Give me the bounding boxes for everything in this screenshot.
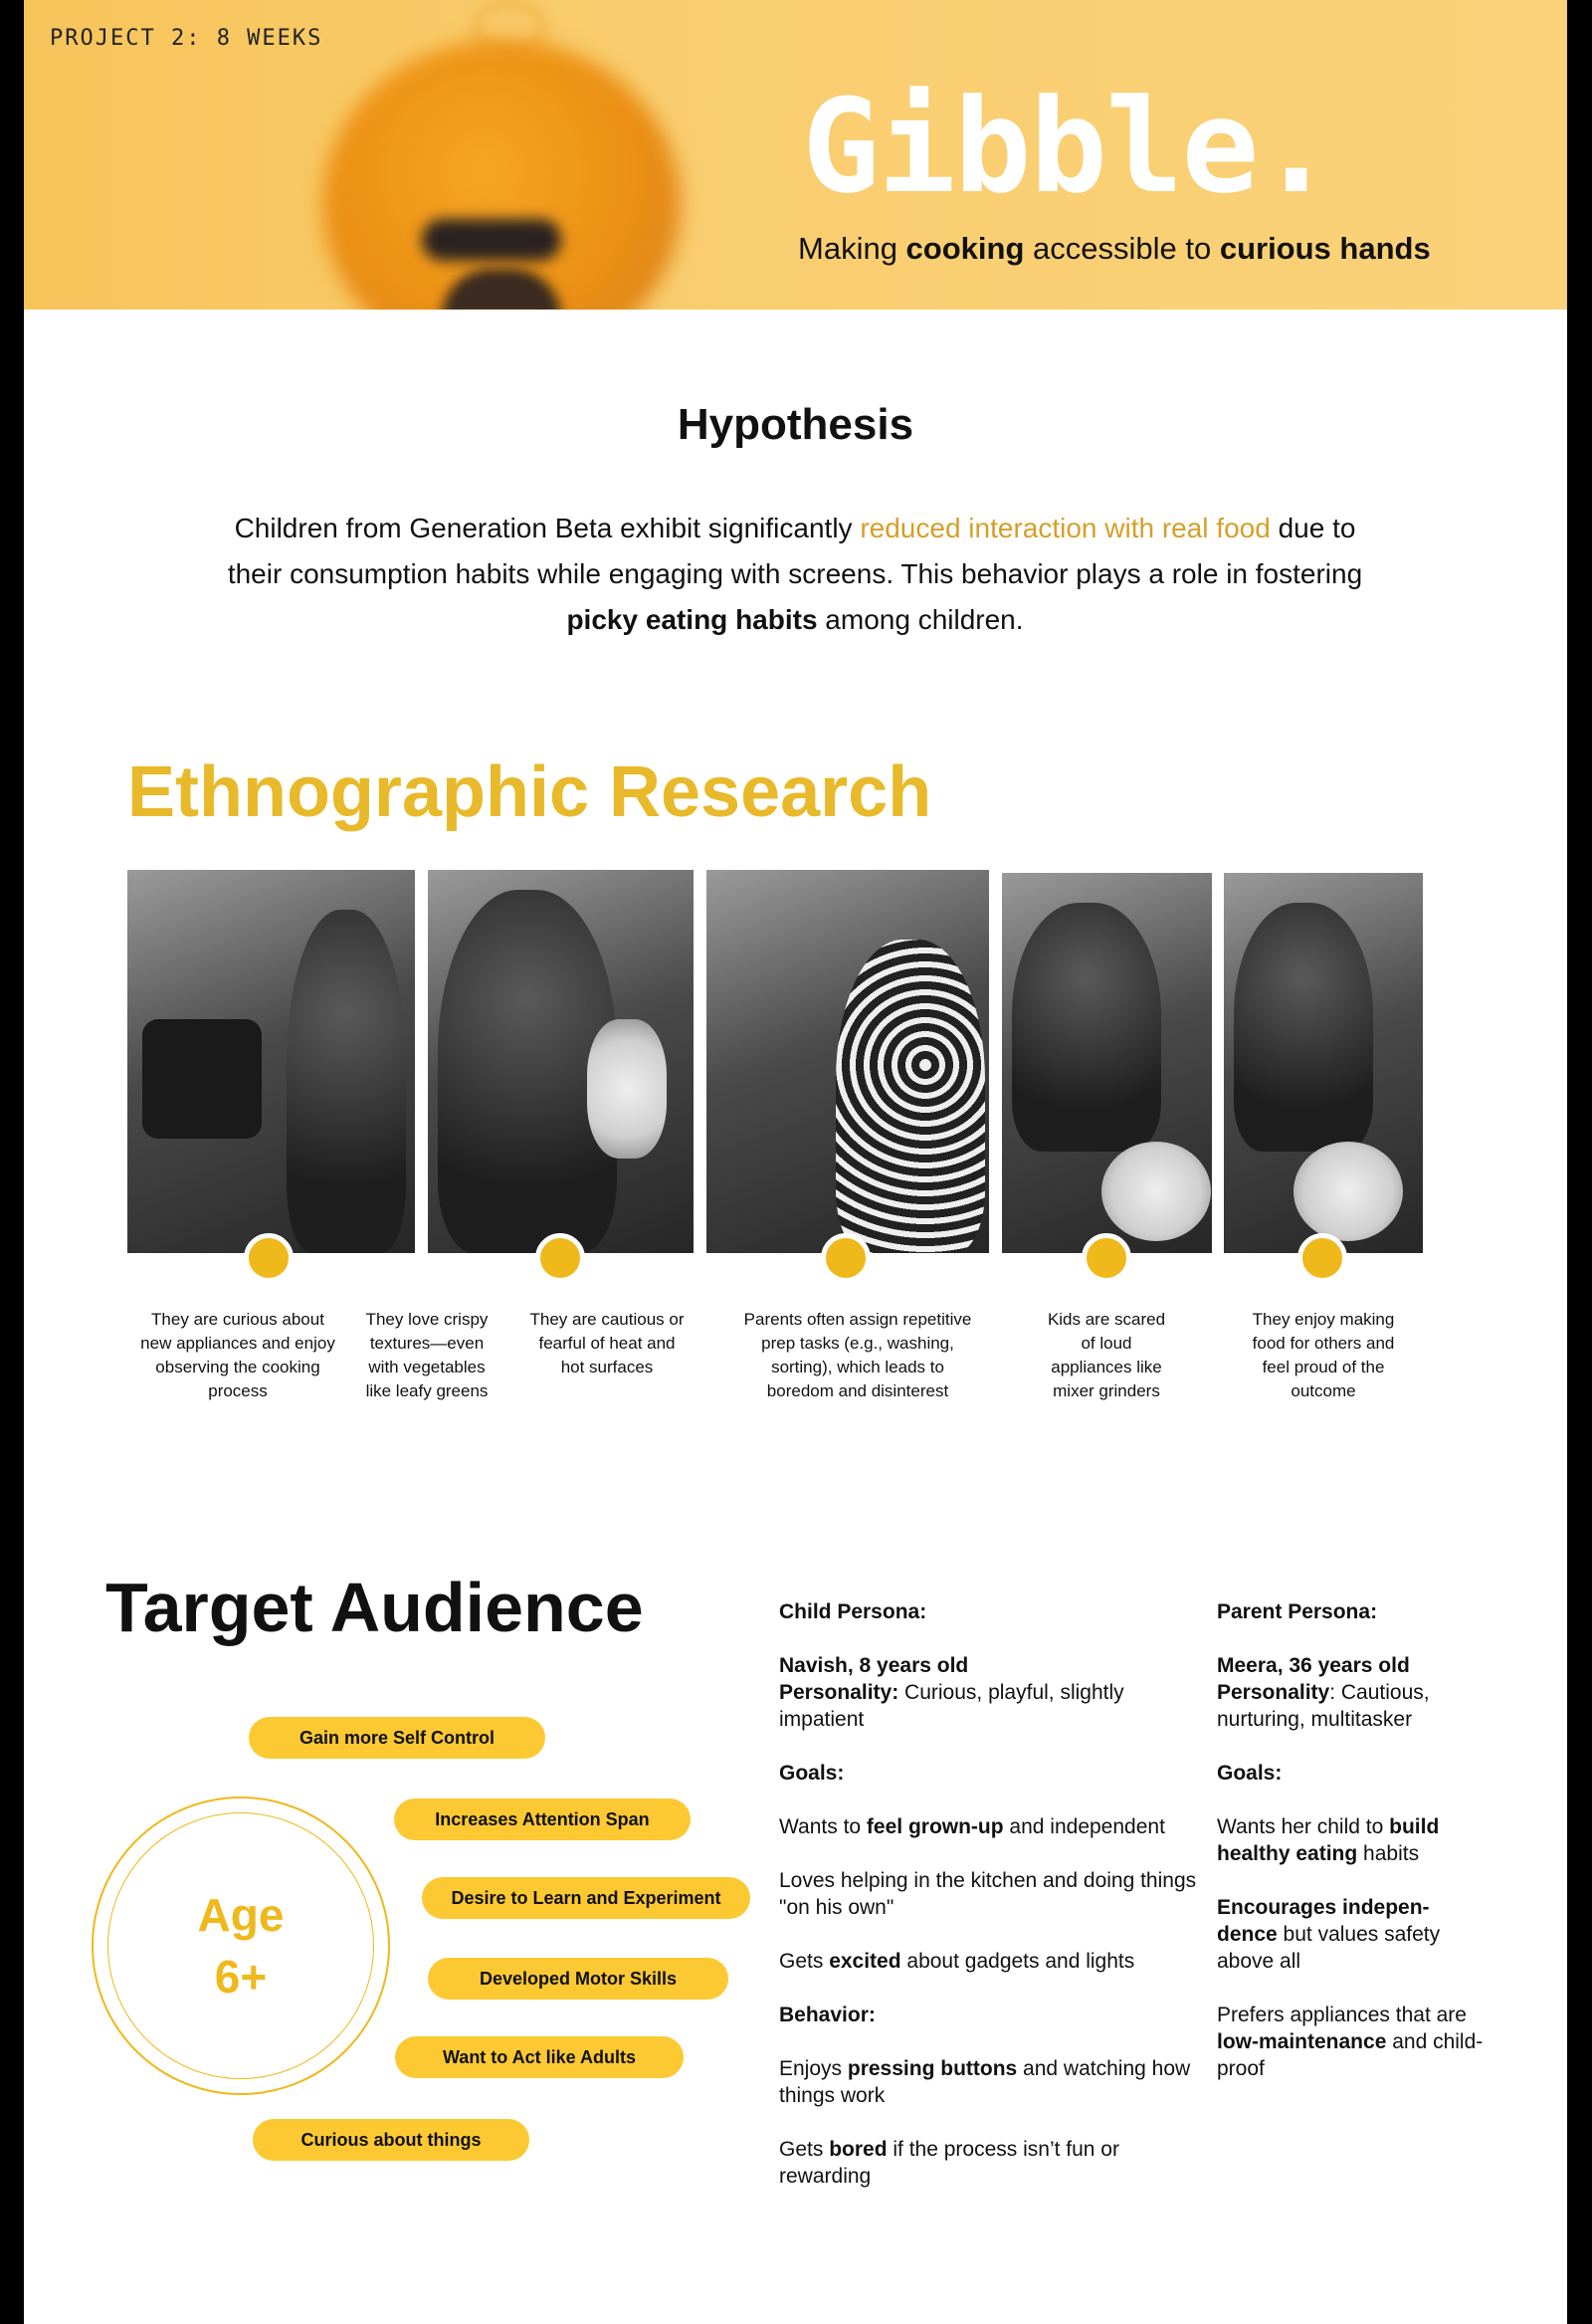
age-line-1: Age [197, 1889, 285, 1941]
research-photo-2 [428, 870, 694, 1253]
hero-banner [24, 0, 1567, 310]
research-caption-4: Parents often assign repetitive prep tasks (e.g., washing, sorting), which leads to boredom and disinterest [743, 1310, 972, 1400]
age-label [92, 1884, 390, 2007]
child-personality: Curious, playful, slightly impatient [779, 1681, 1124, 1731]
tagline-bold: curious hands [1219, 231, 1431, 266]
hypothesis-part: due to their consumption habits while engaging with screens. This behavior plays a role in fostering [227, 513, 1363, 589]
target-audience-title: Target Audience [105, 1569, 644, 1646]
hypothesis-bold: picky eating habits [566, 604, 818, 635]
project-tag: PROJECT 2: 8 WEEKS [50, 26, 323, 51]
parent-goal-3: Prefers appliances that are low-maintenance and child-proof [1217, 2004, 1484, 2080]
parent-goals-heading: Goals: [1217, 1762, 1283, 1785]
trait-pill: Developed Motor Skills [428, 1958, 728, 2000]
trait-pill: Gain more Self Control [249, 1717, 545, 1759]
child-name: Navish, 8 years old [779, 1654, 969, 1677]
ethnographic-title: Ethnographic Research [127, 752, 932, 832]
child-goal-3: Gets excited about gadgets and lights [779, 1950, 1135, 1973]
timeline-dot [821, 1233, 871, 1283]
hypothesis-part: among children. [817, 604, 1024, 635]
timeline-dot [1082, 1233, 1131, 1283]
research-caption-3: They are cautious or fearful of heat and hot surfaces [529, 1310, 685, 1376]
timeline-dot [244, 1233, 294, 1283]
timeline-dot [535, 1233, 585, 1283]
parent-name: Meera, 36 years old [1217, 1654, 1410, 1677]
trait-pill: Increases Attention Span [394, 1798, 691, 1840]
research-caption-5: Kids are scared of loud appliances like mixer grinders [1047, 1310, 1166, 1400]
tagline-text: Making [798, 231, 906, 266]
hypothesis-text [213, 506, 1377, 643]
child-goal-1: Wants to feel grown-up and independent [779, 1815, 1165, 1838]
tagline-text: accessible to [1024, 231, 1220, 266]
timeline-dot [1297, 1233, 1347, 1283]
child-personality-label: Personality: [779, 1681, 899, 1704]
trait-pill: Desire to Learn and Experiment [422, 1877, 750, 1919]
parent-goal-1: Wants her child to build healthy eating habits [1217, 1815, 1440, 1865]
child-persona [779, 1598, 1197, 2217]
parent-persona-heading: Parent Persona: [1217, 1600, 1378, 1623]
parent-personality-label: Personality [1217, 1681, 1330, 1704]
child-goal-2: Loves helping in the kitchen and doing things "on his own" [779, 1869, 1197, 1919]
hypothesis-part: Children from Generation Beta exhibit significantly [234, 513, 861, 543]
child-goals-heading: Goals: [779, 1762, 845, 1785]
tagline-bold: cooking [905, 231, 1025, 266]
trait-pill: Want to Act like Adults [395, 2036, 684, 2078]
research-photo-3 [706, 870, 989, 1253]
page [24, 0, 1567, 2324]
research-caption-6: They enjoy making food for others and feel proud of the outcome [1252, 1310, 1395, 1400]
parent-goal-2: Encourages indepen-dence but values safety above all [1217, 1896, 1441, 1973]
child-behavior-1: Enjoys pressing buttons and watching how things work [779, 2057, 1191, 2107]
gibble-logo: Gibble. [802, 71, 1333, 222]
trait-pill: Curious about things [253, 2119, 529, 2161]
research-photo-5 [1224, 873, 1423, 1253]
parent-personality: : Cautious, nurturing, multitasker [1217, 1681, 1430, 1731]
child-persona-heading: Child Persona: [779, 1600, 927, 1623]
research-photo-4 [1002, 873, 1212, 1253]
research-caption-1: They are curious about new appliances and enjoy observing the cooking process [140, 1310, 335, 1400]
research-photo-1 [127, 870, 415, 1253]
parent-persona [1217, 1598, 1486, 2109]
hypothesis-title: Hypothesis [677, 400, 914, 449]
age-line-2: 6+ [214, 1951, 268, 2003]
hypothesis-highlight: reduced interaction with real food [860, 513, 1271, 543]
tagline [798, 231, 1431, 267]
research-caption-2: They love crispy textures—even with vegetables like leafy greens [365, 1310, 489, 1400]
child-behavior-2: Gets bored if the process isn’t fun or rewarding [779, 2138, 1119, 2188]
robot-eye-graphic [422, 219, 561, 261]
child-behavior-heading: Behavior: [779, 2004, 876, 2026]
